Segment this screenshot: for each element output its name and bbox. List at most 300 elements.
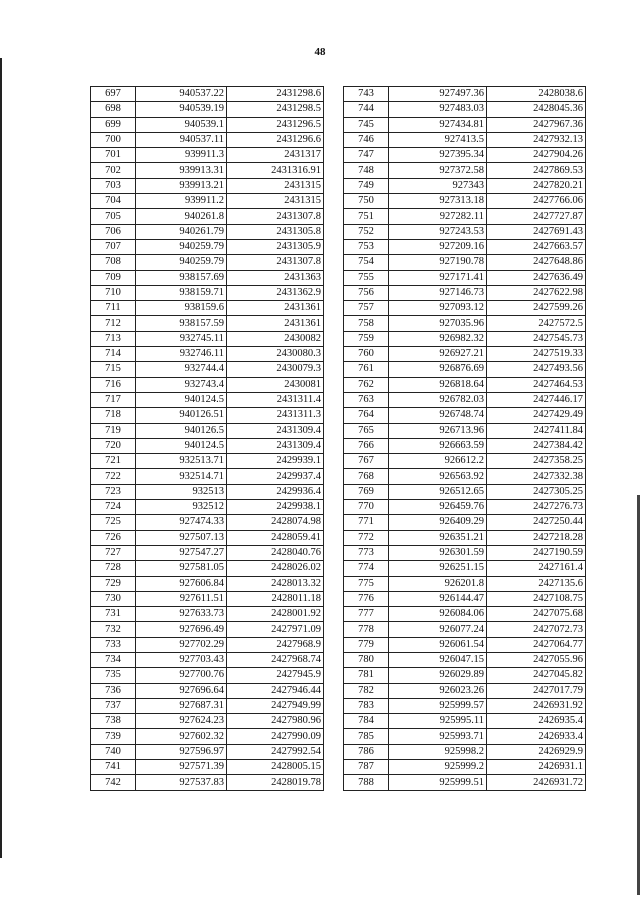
- point-number-cell: 779: [344, 637, 389, 652]
- table-row: [91, 591, 324, 606]
- y-coordinate-cell: 2430079.3: [227, 362, 324, 377]
- x-coordinate-cell: 932514.71: [136, 469, 227, 484]
- y-coordinate-cell: 2431315: [227, 178, 324, 193]
- table-row: [344, 392, 586, 407]
- y-coordinate-cell: 2427904.26: [487, 148, 586, 163]
- point-number-cell: 762: [344, 377, 389, 392]
- y-coordinate-cell: 2427967.36: [487, 117, 586, 132]
- point-number-cell: 726: [91, 530, 136, 545]
- x-coordinate-cell: 932513: [136, 484, 227, 499]
- x-coordinate-cell: 927687.31: [136, 698, 227, 713]
- point-number-cell: 728: [91, 561, 136, 576]
- x-coordinate-cell: 927343: [389, 178, 487, 193]
- x-coordinate-cell: 926876.69: [389, 362, 487, 377]
- point-number-cell: 706: [91, 224, 136, 239]
- table-row: [91, 255, 324, 270]
- y-coordinate-cell: 2427545.73: [487, 331, 586, 346]
- y-coordinate-cell: 2427358.25: [487, 454, 586, 469]
- point-number-cell: 716: [91, 377, 136, 392]
- x-coordinate-cell: 926077.24: [389, 622, 487, 637]
- y-coordinate-cell: 2428011.18: [227, 591, 324, 606]
- table-row: [344, 331, 586, 346]
- table-row: [344, 239, 586, 254]
- table-row: [91, 148, 324, 163]
- x-coordinate-cell: 927547.27: [136, 545, 227, 560]
- table-row: [91, 209, 324, 224]
- table-row: [91, 775, 324, 790]
- x-coordinate-cell: 926512.65: [389, 484, 487, 499]
- table-row: [91, 530, 324, 545]
- y-coordinate-cell: 2427727.87: [487, 209, 586, 224]
- x-coordinate-cell: 927190.78: [389, 255, 487, 270]
- x-coordinate-cell: 926351.21: [389, 530, 487, 545]
- table-row: [91, 224, 324, 239]
- point-number-cell: 774: [344, 561, 389, 576]
- x-coordinate-cell: 927093.12: [389, 301, 487, 316]
- point-number-cell: 707: [91, 239, 136, 254]
- x-coordinate-cell: 926612.2: [389, 454, 487, 469]
- y-coordinate-cell: 2430081: [227, 377, 324, 392]
- table-row: [91, 178, 324, 193]
- x-coordinate-cell: 925999.57: [389, 698, 487, 713]
- x-coordinate-cell: 927633.73: [136, 607, 227, 622]
- y-coordinate-cell: 2427519.33: [487, 347, 586, 362]
- y-coordinate-cell: 2427190.59: [487, 545, 586, 560]
- y-coordinate-cell: 2426931.1: [487, 760, 586, 775]
- x-coordinate-cell: 927702.29: [136, 637, 227, 652]
- y-coordinate-cell: 2427072.73: [487, 622, 586, 637]
- x-coordinate-cell: 927602.32: [136, 729, 227, 744]
- point-number-cell: 788: [344, 775, 389, 790]
- table-row: [91, 438, 324, 453]
- y-coordinate-cell: 2427446.17: [487, 392, 586, 407]
- point-number-cell: 702: [91, 163, 136, 178]
- x-coordinate-cell: 926818.64: [389, 377, 487, 392]
- y-coordinate-cell: 2427276.73: [487, 500, 586, 515]
- point-number-cell: 749: [344, 178, 389, 193]
- x-coordinate-cell: 940539.1: [136, 117, 227, 132]
- y-coordinate-cell: 2427992.54: [227, 744, 324, 759]
- point-number-cell: 713: [91, 331, 136, 346]
- y-coordinate-cell: 2429939.1: [227, 454, 324, 469]
- y-coordinate-cell: 2428001.92: [227, 607, 324, 622]
- table-row: [344, 270, 586, 285]
- y-coordinate-cell: 2427045.82: [487, 668, 586, 683]
- table-row: [344, 668, 586, 683]
- table-row: [91, 239, 324, 254]
- x-coordinate-cell: 927696.64: [136, 683, 227, 698]
- x-coordinate-cell: 940537.22: [136, 87, 227, 102]
- y-coordinate-cell: 2427075.68: [487, 607, 586, 622]
- y-coordinate-cell: 2427064.77: [487, 637, 586, 652]
- point-number-cell: 739: [91, 729, 136, 744]
- point-number-cell: 701: [91, 148, 136, 163]
- x-coordinate-cell: 927413.5: [389, 132, 487, 147]
- table-row: [91, 729, 324, 744]
- point-number-cell: 722: [91, 469, 136, 484]
- x-coordinate-cell: 940539.19: [136, 102, 227, 117]
- point-number-cell: 723: [91, 484, 136, 499]
- x-coordinate-cell: 926047.15: [389, 652, 487, 667]
- table-row: [344, 377, 586, 392]
- point-number-cell: 776: [344, 591, 389, 606]
- table-row: [91, 316, 324, 331]
- x-coordinate-cell: 926301.59: [389, 545, 487, 560]
- y-coordinate-cell: 2428074.98: [227, 515, 324, 530]
- y-coordinate-cell: 2431311.3: [227, 408, 324, 423]
- x-coordinate-cell: 932743.4: [136, 377, 227, 392]
- y-coordinate-cell: 2428038.6: [487, 87, 586, 102]
- coordinates-table-left: [90, 86, 324, 791]
- x-coordinate-cell: 938159.6: [136, 301, 227, 316]
- x-coordinate-cell: 938157.59: [136, 316, 227, 331]
- table-row: [91, 102, 324, 117]
- x-coordinate-cell: 927243.53: [389, 224, 487, 239]
- x-coordinate-cell: 927313.18: [389, 194, 487, 209]
- x-coordinate-cell: 932744.4: [136, 362, 227, 377]
- point-number-cell: 709: [91, 270, 136, 285]
- table-row: [91, 545, 324, 560]
- point-number-cell: 760: [344, 347, 389, 362]
- x-coordinate-cell: 926459.76: [389, 500, 487, 515]
- x-coordinate-cell: 926201.8: [389, 576, 487, 591]
- x-coordinate-cell: 940124.5: [136, 392, 227, 407]
- point-number-cell: 744: [344, 102, 389, 117]
- y-coordinate-cell: 2426931.92: [487, 698, 586, 713]
- x-coordinate-cell: 938157.69: [136, 270, 227, 285]
- point-number-cell: 756: [344, 285, 389, 300]
- y-coordinate-cell: 2427622.98: [487, 285, 586, 300]
- y-coordinate-cell: 2431361: [227, 301, 324, 316]
- point-number-cell: 718: [91, 408, 136, 423]
- x-coordinate-cell: 927703.43: [136, 652, 227, 667]
- table-row: [344, 760, 586, 775]
- point-number-cell: 757: [344, 301, 389, 316]
- table-row: [91, 392, 324, 407]
- y-coordinate-cell: 2431363: [227, 270, 324, 285]
- point-number-cell: 704: [91, 194, 136, 209]
- point-number-cell: 733: [91, 637, 136, 652]
- y-coordinate-cell: 2431307.8: [227, 255, 324, 270]
- point-number-cell: 778: [344, 622, 389, 637]
- point-number-cell: 766: [344, 438, 389, 453]
- table-row: [91, 714, 324, 729]
- x-coordinate-cell: 927696.49: [136, 622, 227, 637]
- point-number-cell: 752: [344, 224, 389, 239]
- table-row: [344, 117, 586, 132]
- x-coordinate-cell: 926663.59: [389, 438, 487, 453]
- y-coordinate-cell: 2427161.4: [487, 561, 586, 576]
- point-number-cell: 699: [91, 117, 136, 132]
- table-row: [344, 285, 586, 300]
- table-row: [91, 454, 324, 469]
- x-coordinate-cell: 940126.5: [136, 423, 227, 438]
- y-coordinate-cell: 2431309.4: [227, 423, 324, 438]
- table-row: [91, 132, 324, 147]
- point-number-cell: 777: [344, 607, 389, 622]
- point-number-cell: 767: [344, 454, 389, 469]
- x-coordinate-cell: 927474.33: [136, 515, 227, 530]
- point-number-cell: 741: [91, 760, 136, 775]
- point-number-cell: 740: [91, 744, 136, 759]
- y-coordinate-cell: 2427599.26: [487, 301, 586, 316]
- x-coordinate-cell: 927171.41: [389, 270, 487, 285]
- y-coordinate-cell: 2431296.5: [227, 117, 324, 132]
- table-row: [344, 362, 586, 377]
- point-number-cell: 753: [344, 239, 389, 254]
- y-coordinate-cell: 2430082: [227, 331, 324, 346]
- point-number-cell: 761: [344, 362, 389, 377]
- y-coordinate-cell: 2427869.53: [487, 163, 586, 178]
- point-number-cell: 780: [344, 652, 389, 667]
- y-coordinate-cell: 2431316.91: [227, 163, 324, 178]
- y-coordinate-cell: 2427932.13: [487, 132, 586, 147]
- point-number-cell: 771: [344, 515, 389, 530]
- point-number-cell: 734: [91, 652, 136, 667]
- x-coordinate-cell: 927611.51: [136, 591, 227, 606]
- table-row: [344, 347, 586, 362]
- y-coordinate-cell: 2427691.43: [487, 224, 586, 239]
- y-coordinate-cell: 2427968.9: [227, 637, 324, 652]
- x-coordinate-cell: 927581.05: [136, 561, 227, 576]
- scan-left-edge: [0, 58, 2, 858]
- table-row: [91, 362, 324, 377]
- y-coordinate-cell: 2427332.38: [487, 469, 586, 484]
- x-coordinate-cell: 927596.97: [136, 744, 227, 759]
- x-coordinate-cell: 926748.74: [389, 408, 487, 423]
- point-number-cell: 697: [91, 87, 136, 102]
- point-number-cell: 743: [344, 87, 389, 102]
- y-coordinate-cell: 2426935.4: [487, 714, 586, 729]
- point-number-cell: 755: [344, 270, 389, 285]
- table-row: [344, 148, 586, 163]
- point-number-cell: 748: [344, 163, 389, 178]
- point-number-cell: 763: [344, 392, 389, 407]
- y-coordinate-cell: 2427055.96: [487, 652, 586, 667]
- x-coordinate-cell: 927395.34: [389, 148, 487, 163]
- table-row: [91, 347, 324, 362]
- x-coordinate-cell: 932746.11: [136, 347, 227, 362]
- y-coordinate-cell: 2427980.96: [227, 714, 324, 729]
- y-coordinate-cell: 2429938.1: [227, 500, 324, 515]
- table-row: [91, 408, 324, 423]
- table-row: [344, 301, 586, 316]
- x-coordinate-cell: 927606.84: [136, 576, 227, 591]
- point-number-cell: 768: [344, 469, 389, 484]
- x-coordinate-cell: 939913.21: [136, 178, 227, 193]
- table-row: [91, 484, 324, 499]
- x-coordinate-cell: 926144.47: [389, 591, 487, 606]
- point-number-cell: 759: [344, 331, 389, 346]
- point-number-cell: 785: [344, 729, 389, 744]
- table-row: [91, 760, 324, 775]
- table-row: [344, 729, 586, 744]
- x-coordinate-cell: 927035.96: [389, 316, 487, 331]
- table-row: [344, 438, 586, 453]
- point-number-cell: 783: [344, 698, 389, 713]
- table-row: [344, 423, 586, 438]
- table-row: [91, 331, 324, 346]
- point-number-cell: 724: [91, 500, 136, 515]
- y-coordinate-cell: 2427135.6: [487, 576, 586, 591]
- point-number-cell: 719: [91, 423, 136, 438]
- y-coordinate-cell: 2427429.49: [487, 408, 586, 423]
- y-coordinate-cell: 2427384.42: [487, 438, 586, 453]
- point-number-cell: 732: [91, 622, 136, 637]
- table-row: [344, 637, 586, 652]
- y-coordinate-cell: 2427990.09: [227, 729, 324, 744]
- table-row: [344, 607, 586, 622]
- table-row: [344, 683, 586, 698]
- point-number-cell: 720: [91, 438, 136, 453]
- x-coordinate-cell: 938159.71: [136, 285, 227, 300]
- point-number-cell: 773: [344, 545, 389, 560]
- point-number-cell: 705: [91, 209, 136, 224]
- x-coordinate-cell: 940261.8: [136, 209, 227, 224]
- x-coordinate-cell: 932513.71: [136, 454, 227, 469]
- y-coordinate-cell: 2426933.4: [487, 729, 586, 744]
- table-row: [344, 102, 586, 117]
- table-row: [344, 652, 586, 667]
- y-coordinate-cell: 2427411.84: [487, 423, 586, 438]
- x-coordinate-cell: 926023.26: [389, 683, 487, 698]
- table-row: [91, 576, 324, 591]
- y-coordinate-cell: 2427946.44: [227, 683, 324, 698]
- point-number-cell: 703: [91, 178, 136, 193]
- x-coordinate-cell: 939911.3: [136, 148, 227, 163]
- table-row: [344, 194, 586, 209]
- x-coordinate-cell: 927209.16: [389, 239, 487, 254]
- x-coordinate-cell: 927434.81: [389, 117, 487, 132]
- point-number-cell: 727: [91, 545, 136, 560]
- x-coordinate-cell: 925999.2: [389, 760, 487, 775]
- y-coordinate-cell: 2431305.8: [227, 224, 324, 239]
- y-coordinate-cell: 2431309.4: [227, 438, 324, 453]
- x-coordinate-cell: 932512: [136, 500, 227, 515]
- table-row: [344, 515, 586, 530]
- point-number-cell: 736: [91, 683, 136, 698]
- y-coordinate-cell: 2427766.06: [487, 194, 586, 209]
- y-coordinate-cell: 2427945.9: [227, 668, 324, 683]
- table-row: [91, 744, 324, 759]
- table-row: [91, 117, 324, 132]
- y-coordinate-cell: 2427017.79: [487, 683, 586, 698]
- y-coordinate-cell: 2431317: [227, 148, 324, 163]
- y-coordinate-cell: 2428019.78: [227, 775, 324, 790]
- x-coordinate-cell: 926782.03: [389, 392, 487, 407]
- point-number-cell: 772: [344, 530, 389, 545]
- point-number-cell: 710: [91, 285, 136, 300]
- y-coordinate-cell: 2429937.4: [227, 469, 324, 484]
- y-coordinate-cell: 2431296.6: [227, 132, 324, 147]
- table-row: [344, 178, 586, 193]
- table-row: [91, 637, 324, 652]
- point-number-cell: 742: [91, 775, 136, 790]
- y-coordinate-cell: 2428059.41: [227, 530, 324, 545]
- y-coordinate-cell: 2427636.49: [487, 270, 586, 285]
- table-row: [344, 500, 586, 515]
- table-row: [344, 454, 586, 469]
- y-coordinate-cell: 2428005.15: [227, 760, 324, 775]
- table-row: [91, 652, 324, 667]
- table-row: [344, 744, 586, 759]
- y-coordinate-cell: 2427493.56: [487, 362, 586, 377]
- y-coordinate-cell: 2427949.99: [227, 698, 324, 713]
- table-row: [344, 775, 586, 790]
- point-number-cell: 751: [344, 209, 389, 224]
- x-coordinate-cell: 926029.89: [389, 668, 487, 683]
- y-coordinate-cell: 2428045.36: [487, 102, 586, 117]
- x-coordinate-cell: 925995.11: [389, 714, 487, 729]
- y-coordinate-cell: 2427218.28: [487, 530, 586, 545]
- y-coordinate-cell: 2427820.21: [487, 178, 586, 193]
- y-coordinate-cell: 2431298.6: [227, 87, 324, 102]
- x-coordinate-cell: 927700.76: [136, 668, 227, 683]
- x-coordinate-cell: 940259.79: [136, 239, 227, 254]
- point-number-cell: 714: [91, 347, 136, 362]
- x-coordinate-cell: 932745.11: [136, 331, 227, 346]
- table-row: [344, 209, 586, 224]
- table-row: [91, 270, 324, 285]
- table-row: [344, 224, 586, 239]
- point-number-cell: 711: [91, 301, 136, 316]
- x-coordinate-cell: 939911.2: [136, 194, 227, 209]
- table-row: [91, 301, 324, 316]
- x-coordinate-cell: 927537.83: [136, 775, 227, 790]
- table-row: [91, 622, 324, 637]
- table-row: [91, 423, 324, 438]
- point-number-cell: 786: [344, 744, 389, 759]
- y-coordinate-cell: 2428040.76: [227, 545, 324, 560]
- point-number-cell: 764: [344, 408, 389, 423]
- y-coordinate-cell: 2428026.02: [227, 561, 324, 576]
- table-row: [91, 194, 324, 209]
- point-number-cell: 731: [91, 607, 136, 622]
- point-number-cell: 738: [91, 714, 136, 729]
- y-coordinate-cell: 2427648.86: [487, 255, 586, 270]
- x-coordinate-cell: 926563.92: [389, 469, 487, 484]
- point-number-cell: 730: [91, 591, 136, 606]
- point-number-cell: 750: [344, 194, 389, 209]
- y-coordinate-cell: 2431298.5: [227, 102, 324, 117]
- point-number-cell: 769: [344, 484, 389, 499]
- x-coordinate-cell: 925993.71: [389, 729, 487, 744]
- table-row: [91, 683, 324, 698]
- table-row: [91, 87, 324, 102]
- point-number-cell: 746: [344, 132, 389, 147]
- point-number-cell: 700: [91, 132, 136, 147]
- table-row: [344, 484, 586, 499]
- x-coordinate-cell: 925998.2: [389, 744, 487, 759]
- table-row: [344, 622, 586, 637]
- table-row: [91, 500, 324, 515]
- table-row: [344, 714, 586, 729]
- table-row: [344, 408, 586, 423]
- y-coordinate-cell: 2429936.4: [227, 484, 324, 499]
- x-coordinate-cell: 940126.51: [136, 408, 227, 423]
- table-row: [344, 132, 586, 147]
- x-coordinate-cell: 940124.5: [136, 438, 227, 453]
- table-row: [344, 576, 586, 591]
- point-number-cell: 725: [91, 515, 136, 530]
- table-row: [344, 591, 586, 606]
- table-row: [344, 163, 586, 178]
- point-number-cell: 770: [344, 500, 389, 515]
- x-coordinate-cell: 927282.11: [389, 209, 487, 224]
- table-row: [344, 545, 586, 560]
- table-row: [344, 469, 586, 484]
- x-coordinate-cell: 927624.23: [136, 714, 227, 729]
